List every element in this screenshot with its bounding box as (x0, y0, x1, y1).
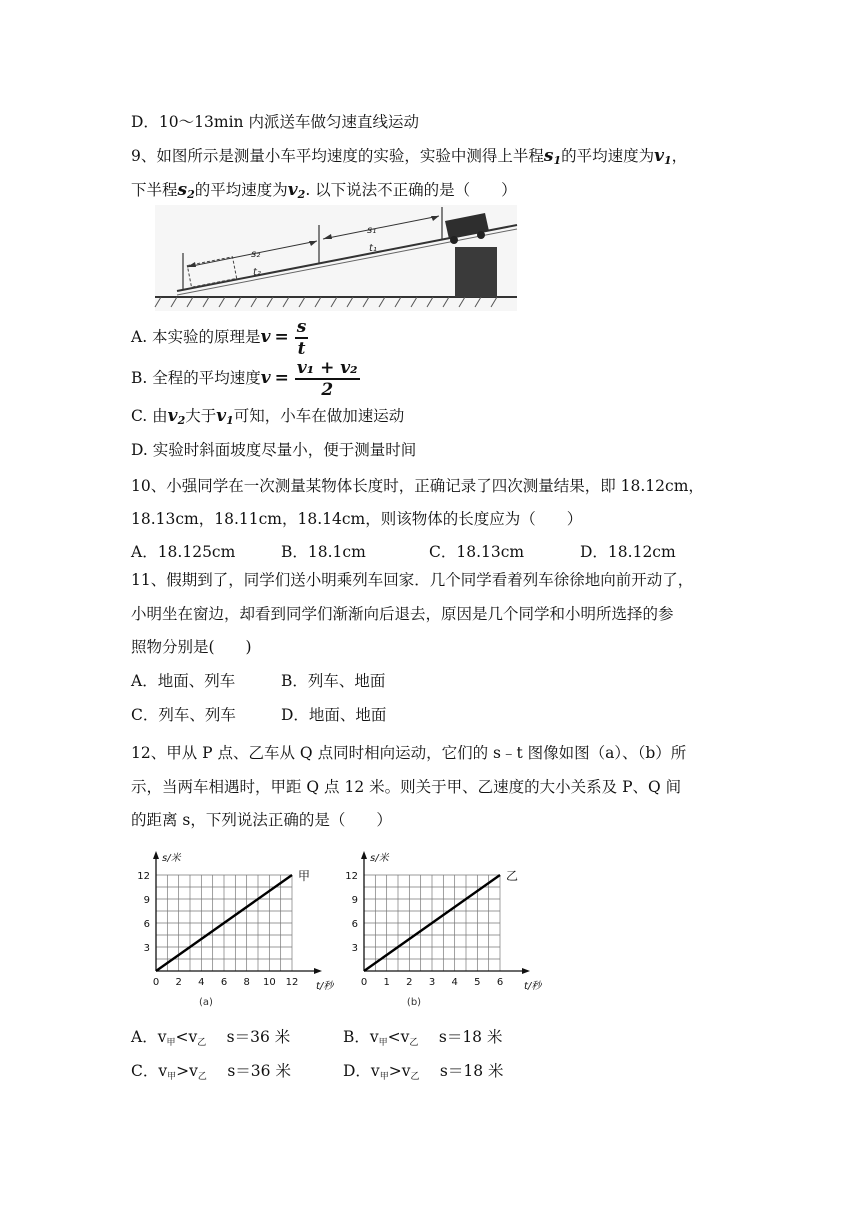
q9-option-b: B. 全程的平均速度v = $\frac{\text{v₁ + v₂}}{2}$ (131, 358, 358, 400)
y-axis-label: s/米 (370, 853, 389, 864)
q10-option-d: D．18.12cm (580, 543, 676, 561)
q9-stem-line1: 9、如图所示是测量小车平均速度的实验，实验中测得上半程$s_1$的平均速度为$v_1$， (131, 146, 688, 167)
q10-option-b: B．18.1cm (281, 543, 366, 561)
x-axis-label: t/秒 (316, 981, 334, 992)
x-tick-label: 3 (428, 977, 436, 988)
y-axis-label: s/米 (162, 853, 181, 864)
incline-experiment-figure (155, 205, 517, 311)
q10-option-a: A．18.125cm (131, 543, 236, 561)
q11-option-d: D．地面、地面 (281, 706, 387, 724)
q8-option-d: D．10～13min 内派送车做匀速直线运动 (131, 113, 419, 131)
q10-stem-line2: 18.13cm，18.11cm，18.14cm，则该物体的长度应为（ ） (131, 510, 583, 528)
q9-option-d: D. 实验时斜面坡度尽量小，便于测量时间 (131, 441, 417, 459)
s1-symbol: $s_1$ (543, 146, 562, 167)
x-tick-label: 6 (496, 977, 504, 988)
q12-stem-line1: 12、甲从 P 点、乙车从 Q 点同时相向运动，它们的 s﹣t 图像如图（a）、（b）所 (131, 744, 687, 762)
s2-symbol: $s_2$ (177, 180, 195, 201)
series-name-label: 乙 (506, 869, 519, 883)
x-tick-label: 4 (198, 977, 205, 988)
x-tick-label: 0 (360, 977, 368, 988)
st-chart-b (336, 845, 542, 1015)
q11-option-c: C．列车、列车 (131, 706, 236, 724)
x-axis-arrow (314, 968, 322, 974)
q12-stem-line3: 的距离 s，下列说法正确的是（ ） (131, 811, 392, 829)
v1-symbol: $v_1$ (654, 146, 672, 167)
q10-option-c: C．18.13cm (429, 543, 525, 561)
q9-option-c: C. 由$v_2$大于$v_1$可知，小车在做加速运动 (131, 406, 405, 427)
q12-option-c: C．v甲>v乙 s＝36 米 (131, 1062, 291, 1082)
q12-option-d: D．v甲>v乙 s＝18 米 (343, 1062, 504, 1082)
y-tick-label: 6 (143, 919, 150, 930)
chart-caption: (b) (406, 997, 422, 1008)
st-chart-a (128, 845, 334, 1015)
q11-stem-line3: 照物分别是( ) (131, 638, 252, 656)
q12-option-b: B．v甲<v乙 s＝18 米 (343, 1028, 503, 1048)
series-name-label: 甲 (298, 869, 311, 883)
chart-caption: (a) (199, 997, 213, 1008)
y-tick-label: 12 (345, 871, 358, 882)
x-tick-label: 8 (243, 977, 250, 988)
x-axis-arrow (522, 968, 530, 974)
q11-option-b: B．列车、地面 (281, 672, 386, 690)
y-tick-label: 9 (351, 895, 358, 906)
q12-option-a: A．v甲<v乙 s＝36 米 (131, 1028, 291, 1048)
t2-label: t₂ (253, 267, 261, 278)
t1-label: t₁ (369, 243, 377, 254)
q11-stem-line2: 小明坐在窗边，却看到同学们渐渐向后退去，原因是几个同学和小明所选择的参 (131, 605, 674, 623)
s-over-t-fraction: $\frac{s}{t}$ (296, 317, 307, 359)
y-axis-arrow (153, 851, 159, 859)
q11-stem-line1: 11、假期到了，同学们送小明乘列车回家．几个同学看着列车徐徐地向前开动了， (131, 571, 694, 589)
x-tick-label: 1 (383, 977, 390, 988)
y-tick-label: 3 (351, 943, 358, 954)
x-tick-label: 0 (152, 977, 160, 988)
x-tick-label: 10 (262, 977, 276, 988)
q9-stem-text: 9、如图所示是测量小车平均速度的实验，实验中测得上半程 (131, 147, 544, 165)
q12-stem-line2: 示，当两车相遇时，甲距 Q 点 12 米。则关于甲、乙速度的大小关系及 P、Q 间 (131, 778, 682, 796)
y-tick-label: 12 (137, 871, 150, 882)
q10-stem-line1: 10、小强同学在一次测量某物体长度时，正确记录了四次测量结果，即 18.12cm， (131, 477, 704, 495)
y-tick-label: 6 (351, 919, 358, 930)
x-tick-label: 4 (451, 977, 458, 988)
x-tick-label: 2 (175, 977, 182, 988)
v2-symbol: $v_2$ (287, 180, 306, 201)
q11-option-a: A．地面、列车 (131, 672, 236, 690)
q9-stem-line2: 下半程$s_2$的平均速度为$v_2$. 以下说法不正确的是（ ） (131, 180, 517, 201)
x-tick-label: 12 (285, 977, 299, 988)
y-axis-arrow (361, 851, 367, 859)
s2-label: s₂ (251, 249, 261, 260)
x-tick-label: 6 (220, 977, 228, 988)
s1-label: s₁ (367, 225, 377, 236)
average-velocity-fraction: $\frac{\text{v₁ + v₂}}{2}$ (296, 358, 358, 400)
x-axis-label: t/秒 (524, 981, 542, 992)
y-tick-label: 9 (143, 895, 150, 906)
y-tick-label: 3 (143, 943, 150, 954)
q9-option-a: A. 本实验的原理是v = $\frac{s}{t}$ (131, 317, 307, 359)
x-tick-label: 5 (474, 977, 481, 988)
x-tick-label: 2 (406, 977, 413, 988)
